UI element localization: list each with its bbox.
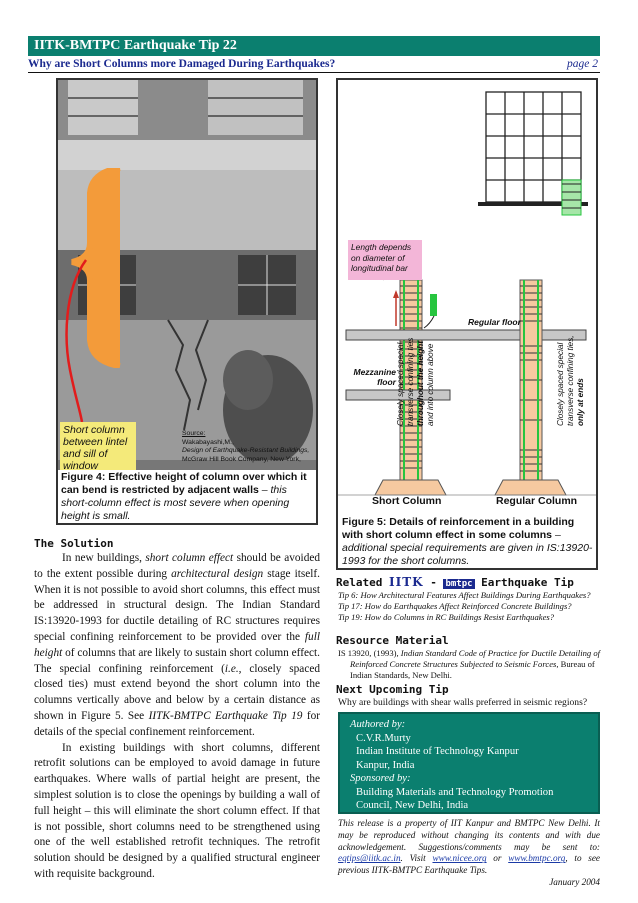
author-place: Kanpur, India (356, 759, 415, 771)
photo-source (182, 430, 309, 464)
iitk-logo: IITK (388, 575, 424, 589)
regular-column-title: Regular Column (496, 495, 578, 507)
source-publisher: McGraw Hill Book Company, New York, (182, 455, 301, 463)
short-note-line3: throughout the height (416, 340, 425, 426)
tip-title: IITK-BMTPC Earthquake Tip 22 (34, 38, 237, 53)
short-note-line4: and into column above (426, 343, 435, 426)
sponsor-line2: Council, New Delhi, India (356, 800, 469, 811)
related-list (338, 590, 600, 623)
page-number: page 2 (567, 58, 598, 70)
figure-4-caption (61, 471, 315, 523)
author-name: C.V.R.Murty (356, 732, 411, 744)
next-tip-heading: Next Upcoming Tip (336, 683, 449, 696)
credits-box (338, 712, 600, 814)
page-subtitle: Why are Short Columns more Damaged During Earthquakes? (28, 58, 336, 70)
resource-heading: Resource Material (336, 634, 449, 647)
figure-4-caption-italic: – this short-column effect is most severe when opening height is small. (61, 484, 290, 522)
email-link[interactable]: eqtips@iitk.ac.in (338, 853, 401, 864)
related-heading: Related IITK - bmtpc Earthquake Tip (336, 575, 574, 589)
reg-note-line2: transverse confining ties, (566, 335, 575, 426)
solution-body (34, 551, 320, 883)
author-institute: Indian Institute of Technology Kanpur (356, 746, 519, 757)
short-column-ties-note (396, 276, 454, 426)
pointer-arrow (60, 250, 120, 430)
length-note: Length depends on diameter of longitudinal bar (348, 240, 422, 280)
short-column-label: Short column between lintel and sill of window (60, 422, 136, 470)
related-tip-6: Tip 6: How Architectural Features Affect Buildings During Earthquakes? (338, 590, 591, 600)
figure-5-caption (342, 516, 596, 568)
resource-ref: IS 13920, (1993), Indian Standard Code of Practice for Ductile Detailing of Reinforced Concrete Structures Subjected to Seismic Forces, Bureau of Indian Standards, New Delhi. (338, 648, 601, 680)
mezzanine-label: Mezzanine floor (353, 367, 396, 387)
solution-paragraph-2: In existing buildings with short columns, different retrofit solutions can be employed to avoid damage in future earthquakes. Where walls of partial height are present, the simplest solution is to close the openings by building a wall of full height – this will eliminate the short column effect. If that is not possible, short columns need to be strengthened using one of the well established retrofit techniques. The retrofit solution should be designed by a qualified structural engineer with requisite background. (34, 741, 320, 880)
release-date: January 2004 (549, 876, 600, 887)
nicee-link[interactable]: www.nicee.org (432, 853, 487, 864)
figure-5-caption-italic: – additional special requirements are given in IS:13920-1993 for the short columns. (342, 529, 593, 567)
source-author: Wakabayashi,M., (182, 438, 234, 446)
figure-5-box (336, 78, 598, 570)
source-book: Design of Earthquake-Resistant Buildings, (182, 447, 310, 454)
figure-4-caption-bold: Figure 4: Effective height of column over which it can bend is restricted by adjacent walls (61, 471, 307, 496)
related-tip-19: Tip 19: How do Columns in RC Buildings Resist Earthquakes? (338, 612, 555, 622)
footer-note: This release is a property of IIT Kanpur and BMTPC New Delhi. It may be reproduced without changing its contents and with due acknowledgement. Suggestions/comments may be sent to: eqtips@iitk.ac.in. Visit www.nicee.org or www.bmtpc.org, to see previous IITK-BMTPC Earthquake Tips. January 2004 (338, 818, 600, 887)
figure-5-caption-bold: Figure 5: Details of reinforcement in a building with short column effect in some columns (342, 516, 575, 541)
short-note-line1: Closely spaced special (396, 342, 405, 426)
sponsor-line1: Building Materials and Technology Promotion (356, 786, 554, 798)
regular-floor-label: Regular floor (468, 317, 521, 327)
authored-label: Authored by: (350, 719, 406, 730)
next-tip-text: Why are buildings with shear walls preferred in seismic regions? (338, 697, 588, 708)
reg-note-line3: only at ends (576, 378, 585, 426)
tip-title-bar (28, 36, 600, 56)
solution-paragraph-1: In new buildings, short column effect should be avoided to the extent possible during architectural design stage itself. When it is not possible to avoid short columns, this effect must be addressed in structural design. The Indian Standard IS:13920-1993 for ductile detailing of RC structures requires special confining reinforcement to be provided over the full height of columns that are likely to sustain short column effect. The special confining reinforcement (i.e., closely spaced closed ties) must extend beyond the short column into the columns vertically above and below by a certain distance as shown in Figure 5. See IITK-BMTPC Earthquake Tip 19 for details of the special confinement reinforcement. (34, 552, 321, 738)
related-tip-17: Tip 17: How do Earthquakes Affect Reinforced Concrete Buildings? (338, 601, 572, 611)
sponsored-label: Sponsored by: (350, 773, 411, 784)
short-note-line2: transverse confining ties (406, 337, 415, 426)
solution-heading: The Solution (34, 537, 114, 550)
figure-5-diagram (338, 80, 596, 510)
short-column-title: Short Column (372, 495, 442, 507)
source-title: Source: (182, 430, 206, 437)
bmtpc-link[interactable]: www.bmtpc.org (508, 853, 566, 864)
bmtpc-logo: bmtpc (445, 579, 473, 589)
regular-column-ties-note (556, 296, 596, 426)
figure-4-box (56, 78, 318, 525)
page-subtitle-row (28, 58, 600, 73)
reg-note-line1: Closely spaced special (556, 342, 565, 426)
